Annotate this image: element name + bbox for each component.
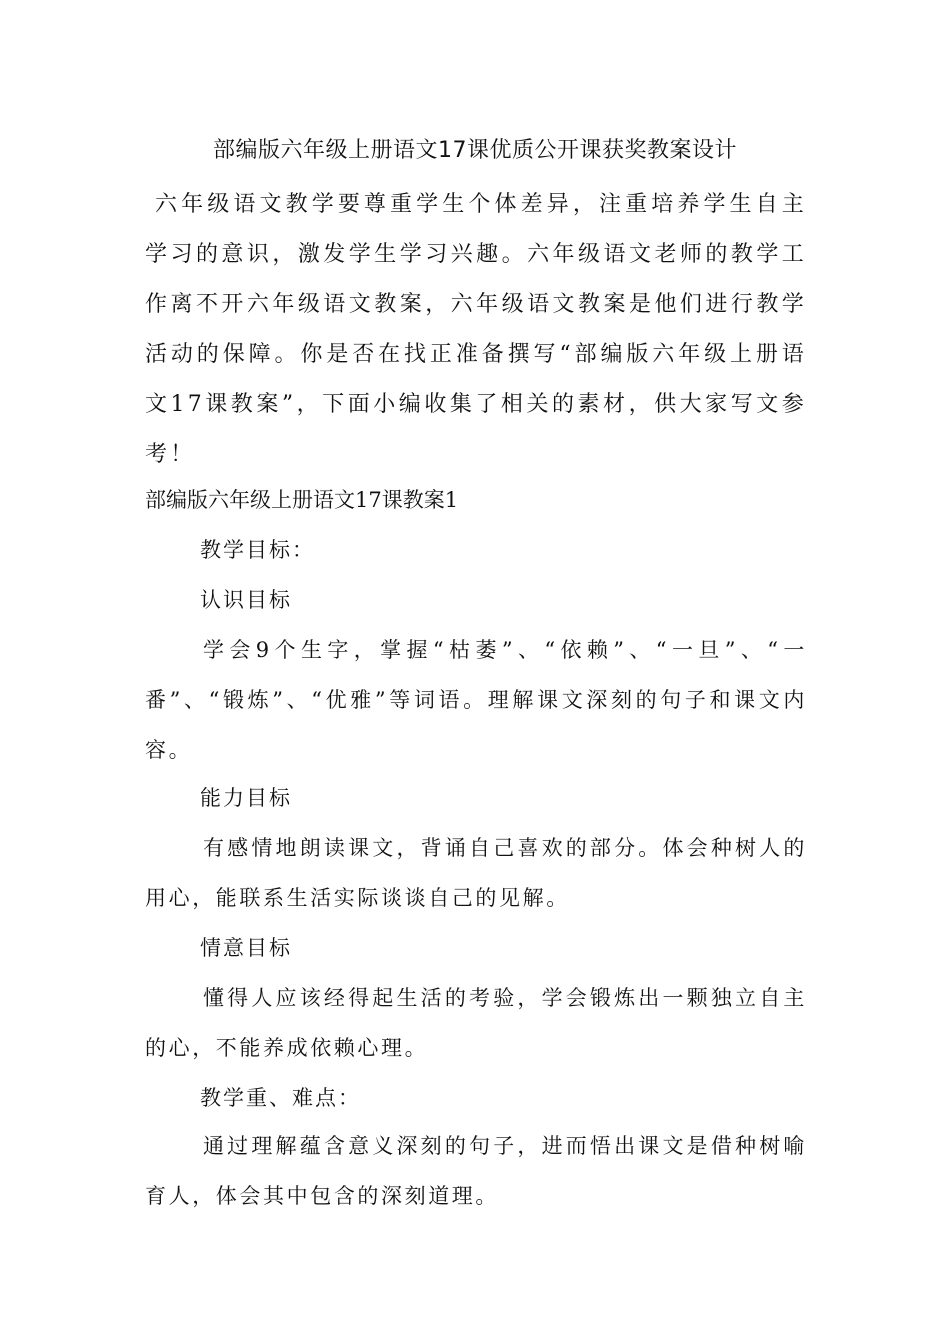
cognitive-goal-label: 认识目标 — [200, 588, 292, 612]
emotion-goal-label: 情意目标 — [200, 936, 292, 960]
intro-paragraph: 六年级语文教学要尊重学生个体差异，注重培养学生自主学习的意识，激发学生学习兴趣。六年级语文老师的教学工作离不开六年级语文教案，六年级语文教案是他们进行教学活动的保障。你是否在找正准备撰写“部编版六年级上册语文17课教案”，下面小编收集了相关的素材，供大家写文参考！ — [145, 192, 807, 467]
emotion-goal-text: 懂得人应该经得起生活的考验，学会锻炼出一颗独立自主的心，不能养成依赖心理。 — [145, 986, 807, 1060]
ability-goal-text: 有感情地朗读课文，背诵自己喜欢的部分。体会种树人的用心，能联系生活实际谈谈自己的见解。 — [145, 836, 807, 910]
key-points-text: 通过理解蕴含意义深刻的句子，进而悟出课文是借种树喻育人，体会其中包含的深刻道理。 — [145, 1134, 807, 1208]
ability-goal-label: 能力目标 — [200, 786, 292, 810]
key-points-label: 教学重、难点： — [200, 1086, 361, 1110]
teaching-goals-label: 教学目标： — [200, 538, 315, 562]
cognitive-goal-text: 学会9个生字，掌握“枯萎”、“依赖”、“一旦”、“一番”、“锻炼”、“优雅”等词语。理解课文深刻的句子和课文内容。 — [145, 638, 807, 762]
document-title: 部编版六年级上册语文17课优质公开课获奖教案设计 — [213, 138, 737, 163]
section-heading: 部编版六年级上册语文17课教案1 — [145, 488, 459, 512]
